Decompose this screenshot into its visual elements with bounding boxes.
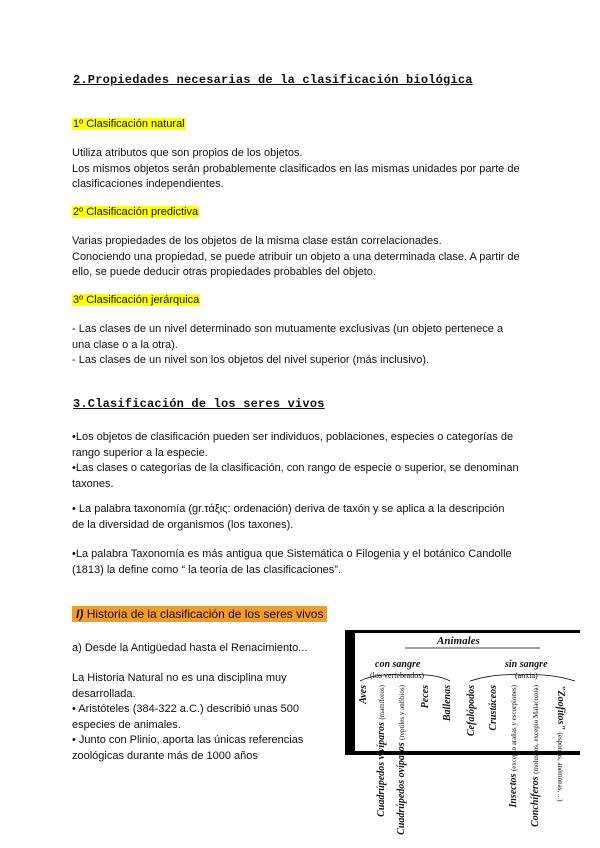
taxon-name: "Zoofitos" bbox=[555, 685, 566, 730]
taxon-whales bbox=[443, 685, 452, 721]
taxon-note: (reptiles y anfibios) bbox=[398, 685, 406, 740]
taxon-note: (excepto arañas y escorpiones) bbox=[510, 685, 518, 772]
text-line: rango superior a la especie. bbox=[72, 446, 208, 459]
taxon-name: Aves bbox=[358, 685, 369, 704]
taxonomy-word-text bbox=[72, 502, 532, 533]
text-line: Conociendo una propiedad, se puede atribuir un objeto a una determinada clase. A partir de bbox=[72, 250, 520, 263]
without-blood-group: sin sangre bbox=[505, 659, 548, 670]
hierarchical-classification-label bbox=[72, 294, 200, 306]
taxon-viviparous-quadrupeds bbox=[377, 685, 387, 817]
taxon-note: (esponjas, anémonas, ...) bbox=[556, 732, 564, 802]
history-text bbox=[72, 671, 332, 764]
predictive-classification-label bbox=[72, 206, 199, 218]
text-line: desarrollada. bbox=[72, 687, 136, 700]
text-line: •Los objetos de clasificación pueden ser individuos, poblaciones, especies o categorías de bbox=[72, 431, 514, 443]
text-line: de la diversidad de organismos (los taxones). bbox=[72, 518, 294, 531]
taxon-name: Cefalópodos bbox=[466, 685, 477, 737]
text-line: ello, se puede deducir otras propiedades probables del objeto. bbox=[72, 266, 376, 278]
section-3-heading: 3.Clasificación de los seres vivos bbox=[73, 397, 325, 411]
figure-panel bbox=[355, 633, 580, 835]
taxon-aves bbox=[359, 685, 368, 704]
text-line: Los mismos objetos serán probablemente clasificados en las mismas unidades por parte de bbox=[72, 162, 520, 175]
taxon-oviparous-quadrupeds bbox=[397, 685, 407, 835]
history-title bbox=[72, 606, 327, 622]
taxon-name: Cuadrúpedos ovíparos bbox=[396, 742, 407, 835]
hierarchical-label-text: 3º Clasificación jerárquica bbox=[73, 294, 200, 306]
natural-label-text: 1º Clasificación natural bbox=[73, 118, 185, 130]
taxon-cephalopods bbox=[467, 685, 476, 736]
text-line: una clase o a la otra). bbox=[72, 338, 178, 351]
without-blood-note: (anxia) bbox=[515, 671, 538, 680]
taxon-note: (mamíferos) bbox=[378, 685, 386, 720]
section-2-heading: 2.Propiedades necesarias de la clasificación biológica bbox=[73, 73, 473, 87]
text-line: • Aristóteles (384-322 a.C.) describió unas 500 bbox=[72, 703, 300, 715]
history-roman-numeral: I) bbox=[76, 607, 84, 621]
text-line: zoológicas durante más de 1000 años bbox=[72, 749, 258, 762]
taxon-zoophytes bbox=[555, 685, 565, 802]
taxon-name: Crustáceos bbox=[488, 685, 499, 731]
hierarchical-classification-text bbox=[72, 322, 527, 369]
text-line: • Junto con Plinio, aporta las únicas referencias bbox=[72, 734, 304, 746]
animal-classification-figure bbox=[345, 630, 580, 835]
text-line: - Las clases de un nivel son los objetos del nivel superior (más inclusivo). bbox=[72, 354, 430, 366]
taxon-shellfish bbox=[531, 685, 541, 827]
taxon-insects bbox=[509, 685, 519, 808]
text-line: •La palabra Taxonomía es más antigua que Sistemática o Filogenia y el botánico Candolle bbox=[72, 548, 512, 560]
with-blood-note: (los vertebrados) bbox=[370, 671, 424, 680]
text-line: especies de animales. bbox=[72, 718, 181, 731]
taxonomy-history-text bbox=[72, 547, 532, 578]
taxon-name: Conchíferos bbox=[530, 776, 541, 827]
natural-classification-text bbox=[72, 146, 527, 193]
with-blood-group: con sangre bbox=[375, 659, 421, 670]
text-line: •Las clases o categorías de la clasificación, con rango de especie o superior, se denominan bbox=[72, 462, 519, 474]
taxon-name: Cuadrúpedos vivíparos bbox=[376, 722, 387, 817]
figure-title: Animales bbox=[437, 635, 480, 647]
text-line: (1813) la define como “ la teoría de las clasificaciones”. bbox=[72, 563, 342, 576]
taxon-name: Peces bbox=[420, 685, 431, 709]
predictive-label-text: 2º Clasificación predictiva bbox=[73, 206, 199, 218]
classification-objects-text bbox=[72, 430, 532, 492]
text-line: taxones. bbox=[72, 477, 114, 490]
text-line: - Las clases de un nivel determinado son mutuamente exclusivas (un objeto pertenece a bbox=[72, 323, 504, 335]
taxon-fish bbox=[421, 685, 430, 708]
taxon-note: (moluscos, excepto Malacozoa) bbox=[532, 685, 540, 774]
history-title-text: Historia de la clasificación de los seres vivos bbox=[86, 607, 324, 621]
natural-classification-label bbox=[72, 118, 186, 130]
history-subtitle: a) Desde la Antigüedad hasta el Renacimiento... bbox=[72, 642, 308, 654]
predictive-classification-text bbox=[72, 234, 527, 281]
text-line: Varias propiedades de los objetos de la misma clase están correlacionades. bbox=[72, 235, 442, 247]
taxon-name: Insectos bbox=[508, 773, 519, 808]
text-line: clasificaciones independientes. bbox=[72, 178, 224, 190]
taxon-name: Ballenas bbox=[442, 685, 453, 722]
text-line: Utiliza atributos que son propios de los objetos. bbox=[72, 147, 303, 159]
taxon-crustaceans bbox=[489, 685, 498, 731]
text-line: La Historia Natural no es una disciplina muy bbox=[72, 672, 287, 684]
text-line: • La palabra taxonomía (gr.τάξις: ordenación) deriva de taxón y se aplica a la descripción bbox=[72, 503, 505, 515]
